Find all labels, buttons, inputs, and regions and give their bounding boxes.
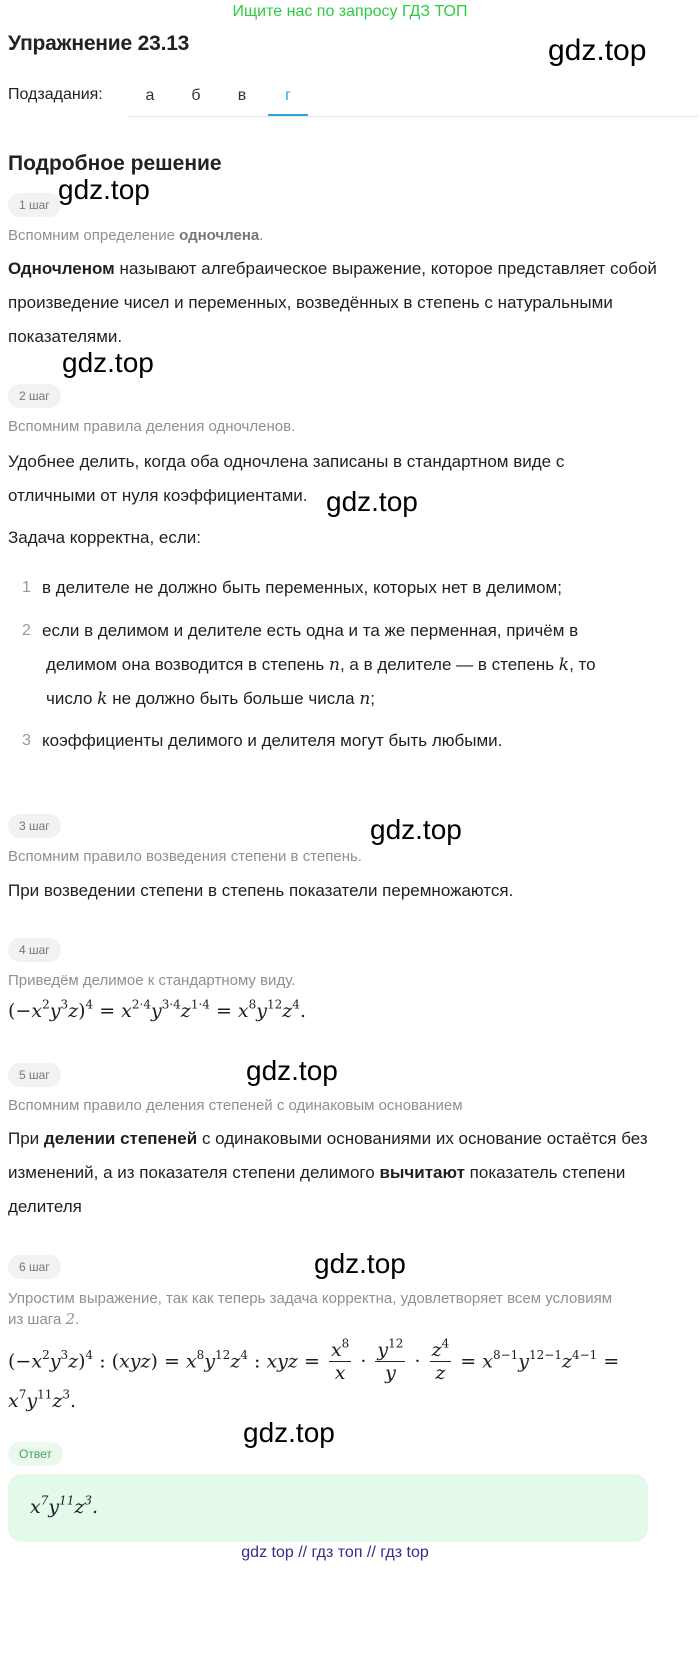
step-text: При возведении степени в степень показатели перемножаются. [8, 881, 514, 900]
step-hint: Упростим выражение, так как теперь задача корректна, удовлетворяет всем условиям из шага 2. [8, 1290, 613, 1328]
subtask-tabs [128, 82, 698, 117]
tab-v[interactable]: в [237, 87, 247, 104]
step-hint: Приведём делимое к стандартному виду. [8, 972, 296, 989]
formula: $x^7y^{11}z^3$. [8, 1387, 77, 1412]
list-item: 3 коэффициенты делимого и делителя могут быть любыми. [8, 724, 668, 758]
answer-box [8, 1474, 648, 1542]
watermark: gdz.top [548, 34, 647, 67]
list-item: 1 в делителе не должно быть переменных, которых нет в делимом; [8, 571, 668, 605]
step-badge: 2 шаг [8, 384, 61, 408]
step-text: При делении степеней с одинаковыми основаниями их основание остаётся без изменений, а из показателя степени делимого вычитают показатель степени делителя [8, 1129, 648, 1216]
step-badge: 4 шаг [8, 938, 61, 962]
step-badge: 1 шаг [8, 193, 61, 217]
watermark: gdz.top [246, 1055, 338, 1086]
section-title: Подробное решение [8, 152, 222, 175]
step-text: Задача корректна, если: [8, 528, 202, 547]
list-number: 2 [22, 622, 31, 639]
formula: $(-x^2y^3z)^4 = x^{2\cdot 4}y^{3\cdot 4}z^{1\cdot 4} = x^8y^{12}z^4$. [8, 997, 306, 1022]
step-badge: 6 шаг [8, 1255, 61, 1279]
step-badge: 3 шаг [8, 814, 61, 838]
answer-formula: $x^7y^{11}z^3$. [30, 1493, 99, 1518]
tab-g[interactable]: г [268, 82, 308, 116]
watermark: gdz.top [370, 814, 462, 845]
watermark: gdz.top [326, 486, 418, 517]
step-hint: Вспомним правила деления одночленов. [8, 418, 296, 435]
page-title: Упражнение 23.13 [8, 32, 190, 55]
watermark: gdz.top [314, 1248, 406, 1279]
subtasks-row [8, 82, 690, 116]
list-number: 3 [22, 732, 31, 749]
step-text: Одночленом называют алгебраическое выражение, которое представляет собой произведение чисел и переменных, возведённых в степень с натуральными показателями. [8, 259, 657, 346]
tab-b[interactable]: б [191, 87, 201, 104]
watermark: gdz.top [58, 174, 150, 205]
list-number: 1 [22, 579, 31, 596]
formula: $(-x^2y^3z)^4$ : $(xyz) = x^8y^{12}z^4$ : xyz = $\frac{x^8}{x}$ · $\frac{y^{12}}{y}$ · $\frac{z^4}{z}$ = $x^{8-1}y^{12-1}z^{4-1}$ = [8, 1336, 620, 1384]
watermark: gdz.top [62, 347, 154, 378]
step-hint: Вспомним определение одночлена. [8, 227, 264, 244]
step-text: Удобнее делить, когда оба одночлена записаны в стандартном виде с отличными от нуля коэффициентами. [8, 452, 565, 505]
search-banner: Ищите нас по запросу ГДЗ ТОП [232, 3, 468, 20]
answer-badge: Ответ [8, 1442, 63, 1466]
step-badge: 5 шаг [8, 1063, 61, 1087]
subtasks-label: Подзадания: [8, 86, 103, 103]
tab-a[interactable]: а [145, 87, 155, 104]
step-hint: Вспомним правило деления степеней с одинаковым основанием [8, 1097, 463, 1114]
footer-links[interactable]: gdz top // гдз топ // гдз top [241, 1544, 429, 1561]
step-hint: Вспомним правило возведения степени в степень. [8, 848, 362, 865]
list-item: 2 если в делимом и делителе есть одна и та же перменная, причём в делимом она возводится в степень n, а в делителе — в степень k, то число k не должно быть больше числа n; [8, 614, 668, 718]
watermark: gdz.top [243, 1417, 335, 1448]
